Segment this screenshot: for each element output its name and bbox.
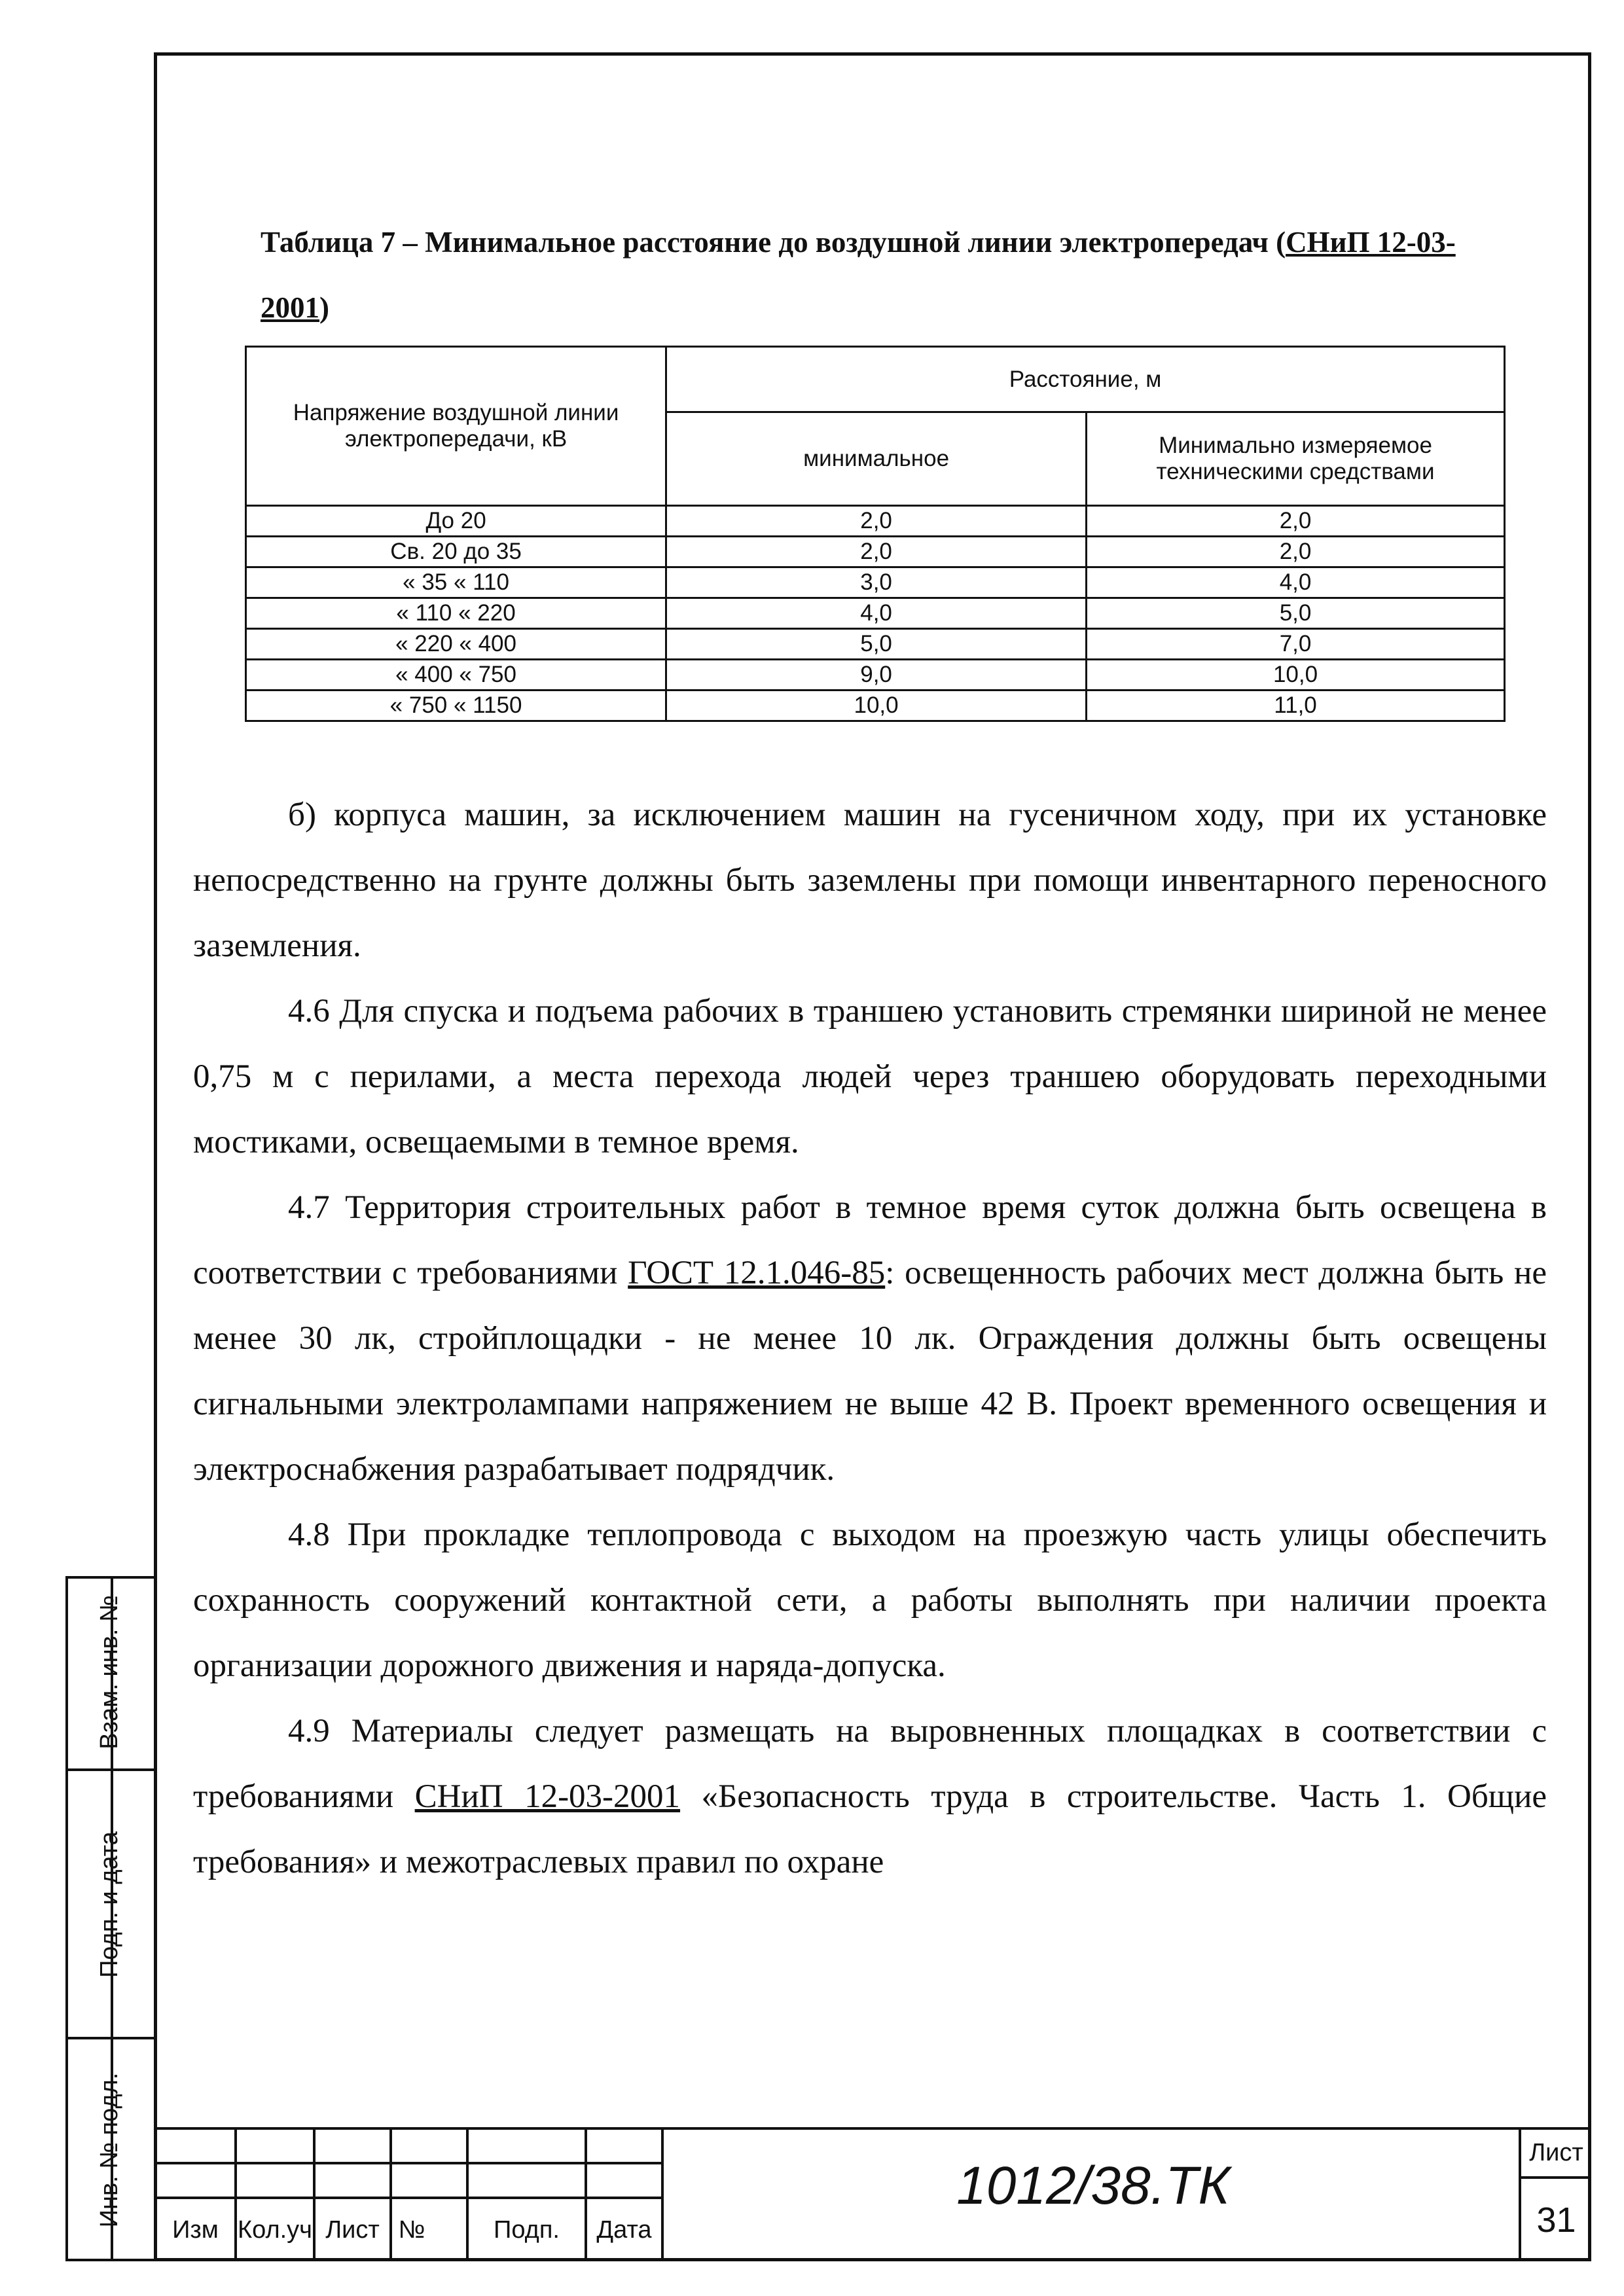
inv-podl-label: Инв. № подл. [96, 2072, 123, 2228]
cell-min: 4,0 [666, 598, 1087, 629]
cell-measured: 5,0 [1087, 598, 1505, 629]
cell-min: 2,0 [666, 506, 1087, 537]
paragraph-4-7 [193, 1175, 1547, 1502]
snip-ref-link[interactable]: СНиП 12-03-2001 [414, 1778, 681, 1815]
col-num-label: № [398, 2216, 425, 2244]
col-data-label: Дата [596, 2216, 652, 2244]
col-podp-label: Подп. [494, 2216, 560, 2244]
cell-min: 9,0 [666, 660, 1087, 691]
distance-table [245, 346, 1506, 722]
caption-prefix: Таблица 7 – Минимальное расстояние до воздушной линии электропередач ( [261, 226, 1286, 259]
document-code: 1012/38.ТК [956, 2156, 1230, 2215]
table-row [246, 598, 1505, 629]
paragraph-4-7-end: : освещенность рабочих мест должна быть не менее 30 лк, стройплощадки - не менее 10 лк. Ограждения должны быть освещены сигнальными электролампами напряжением не выше 42 В. Проект временного освещения и электроснабжения разрабатывает подрядчик. [193, 1255, 1547, 1488]
paragraph-4-8: 4.8 При прокладке теплопровода с выходом на проезжую часть улицы обеспечить сохранность сооружений контактной сети, а работы выполнять при наличии проекта организации дорожного движения и наряда-допуска. [193, 1516, 1547, 1684]
cell-min: 10,0 [666, 691, 1087, 721]
title-block-top-line [154, 2127, 1591, 2130]
vzam-inv-label: Взам. инв. № [96, 1595, 123, 1749]
cell-min: 3,0 [666, 567, 1087, 598]
cell-measured: 10,0 [1087, 660, 1505, 691]
header-distance-group: Расстояние, м [666, 347, 1505, 412]
cell-voltage: « 220 « 400 [246, 629, 666, 660]
paragraph-4-9 [193, 1698, 1547, 1895]
cell-measured: 4,0 [1087, 567, 1505, 598]
podp-data-label: Подп. и дата [96, 1831, 123, 1978]
cell-measured: 2,0 [1087, 506, 1505, 537]
table-row [246, 691, 1505, 721]
side-strip [65, 1576, 154, 2261]
cell-voltage: « 400 « 750 [246, 660, 666, 691]
cell-min: 2,0 [666, 537, 1087, 567]
col-izm-label: Изм [172, 2216, 219, 2244]
col-list-label: Лист [325, 2216, 380, 2244]
cell-measured: 11,0 [1087, 691, 1505, 721]
header-measured: Минимально измеряемое техническими средствами [1087, 412, 1505, 506]
paragraph-b: б) корпуса машин, за исключением машин на гусеничном ходу, при их установке непосредственно на грунте должны быть заземлены при помощи инвентарного переносного заземления. [193, 797, 1547, 964]
cell-voltage: Св. 20 до 35 [246, 537, 666, 567]
cell-voltage: « 110 « 220 [246, 598, 666, 629]
col-kol-label: Кол.уч [238, 2216, 312, 2244]
paragraph-4-9-start: 4.9 Материалы следует размещать на выровненных площадках в соответствии с требованиями [193, 1713, 1547, 1815]
header-voltage: Напряжение воздушной линии электропередачи, кВ [246, 347, 666, 506]
sheet-number: 31 [1536, 2200, 1576, 2240]
header-minimal: минимальное [666, 412, 1087, 506]
cell-measured: 7,0 [1087, 629, 1505, 660]
table-row [246, 537, 1505, 567]
body-text [193, 782, 1547, 1895]
cell-measured: 2,0 [1087, 537, 1505, 567]
sheet-label: Лист [1529, 2139, 1583, 2166]
paragraph-4-7-start: 4.7 Территория строительных работ в темное время суток должна быть освещена в соответствии с требованиями [193, 1189, 1547, 1291]
paragraph-4-9-end: «Безопасность труда в строительстве. Часть 1. Общие требования» и межотраслевых правил по охране [193, 1778, 1547, 1880]
cell-voltage: До 20 [246, 506, 666, 537]
caption-suffix: ) [319, 291, 329, 324]
cell-voltage: « 35 « 110 [246, 567, 666, 598]
cell-min: 5,0 [666, 629, 1087, 660]
cell-voltage: « 750 « 1150 [246, 691, 666, 721]
table-row [246, 629, 1505, 660]
gost-ref-link[interactable]: ГОСТ 12.1.046-85 [628, 1255, 886, 1291]
caption-ref-link[interactable]: СНиП 12-03-2001 [261, 226, 1456, 324]
table-row [246, 506, 1505, 537]
table-row [246, 660, 1505, 691]
paragraph-4-6: 4.6 Для спуска и подъема рабочих в траншею установить стремянки шириной не менее 0,75 м с перилами, а места перехода людей через траншею оборудовать переходными мостиками, освещаемыми в темное время. [193, 993, 1547, 1160]
table-caption [261, 209, 1504, 340]
table-row [246, 567, 1505, 598]
